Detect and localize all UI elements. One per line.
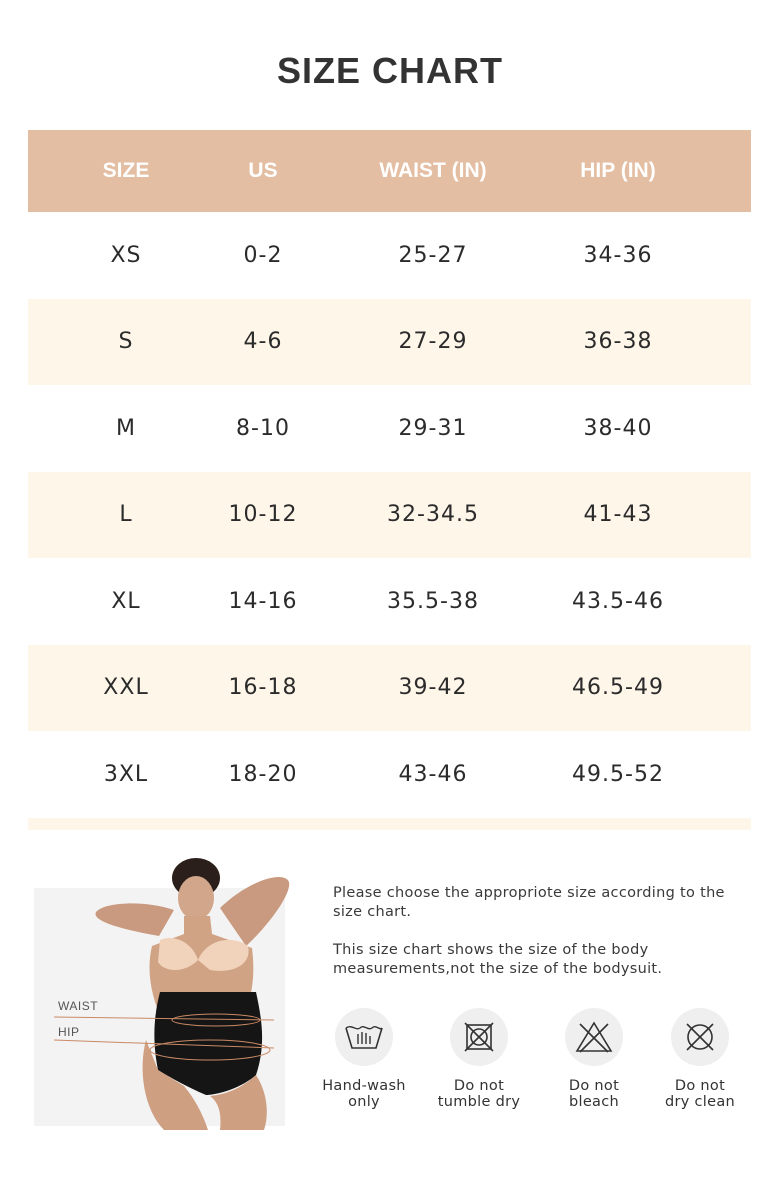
cell-size: L	[119, 502, 133, 528]
care-dryclean-line2: dry clean	[664, 1094, 736, 1110]
table-body	[28, 212, 751, 818]
cell-hip: 34-36	[583, 242, 653, 268]
cell-us: 10-12	[228, 502, 298, 528]
cell-us: 4-6	[243, 329, 283, 355]
cell-hip: 43.5-46	[572, 588, 664, 614]
care-hand-wash-line2: only	[348, 1094, 380, 1110]
note-choose-size: Please choose the appropriote size according to the size chart.	[333, 885, 725, 920]
table-row	[28, 385, 751, 472]
table-row	[28, 299, 751, 386]
no-dry-clean-icon	[671, 1008, 729, 1066]
hand-wash-icon	[335, 1008, 393, 1066]
table-row	[28, 472, 751, 559]
header-waist: WAIST (IN)	[379, 159, 487, 182]
care-dryclean-line1: Do not	[674, 1078, 726, 1094]
cell-us: 8-10	[236, 415, 290, 441]
cell-us: 18-20	[228, 761, 298, 787]
table-header	[28, 130, 751, 212]
care-hand-wash-line1: Hand-wash	[322, 1078, 406, 1094]
cell-size: M	[116, 415, 136, 441]
waist-label: WAIST	[58, 999, 99, 1013]
model-figure-illustration	[34, 850, 304, 1130]
size-table	[28, 130, 751, 830]
care-no-bleach	[539, 1008, 649, 1110]
cell-us: 0-2	[243, 242, 283, 268]
cell-waist: 39-42	[398, 675, 468, 701]
hip-label: HIP	[58, 1025, 80, 1039]
header-us: US	[248, 159, 278, 182]
care-bleach-line1: Do not	[568, 1078, 620, 1094]
header-size: SIZE	[102, 159, 150, 182]
cell-hip: 49.5-52	[572, 761, 664, 787]
care-tumble-line1: Do not	[453, 1078, 505, 1094]
table-row	[28, 645, 751, 732]
cell-waist: 27-29	[398, 329, 468, 355]
page-title: SIZE CHART	[277, 50, 503, 91]
table-footer-strip	[28, 818, 751, 830]
cell-size: S	[118, 329, 134, 355]
header-hip: HIP (IN)	[580, 159, 656, 182]
cell-waist: 29-31	[398, 415, 468, 441]
care-tumble-line2: tumble dry	[437, 1094, 521, 1110]
cell-size: XS	[110, 242, 142, 268]
cell-size: 3XL	[103, 761, 149, 787]
cell-us: 16-18	[228, 675, 298, 701]
cell-us: 14-16	[228, 588, 298, 614]
no-tumble-dry-icon	[450, 1008, 508, 1066]
cell-waist: 25-27	[398, 242, 468, 268]
cell-waist: 35.5-38	[387, 588, 479, 614]
care-hand-wash	[309, 1008, 419, 1110]
cell-waist: 32-34.5	[387, 502, 479, 528]
cell-hip: 36-38	[583, 329, 653, 355]
table-row	[28, 212, 751, 299]
cell-hip: 38-40	[583, 415, 653, 441]
table-row	[28, 558, 751, 645]
cell-hip: 41-43	[583, 502, 653, 528]
cell-waist: 43-46	[398, 761, 468, 787]
table-row	[28, 731, 751, 818]
care-bleach-line2: bleach	[568, 1094, 619, 1110]
care-no-dry-clean	[645, 1008, 755, 1110]
cell-size: XXL	[103, 675, 149, 701]
note-body-measurements: This size chart shows the size of the body measurements,not the size of the bodysuit.	[333, 942, 663, 977]
care-no-tumble-dry	[424, 1008, 534, 1110]
cell-size: XL	[111, 588, 141, 614]
size-notes	[333, 884, 753, 979]
no-bleach-icon	[565, 1008, 623, 1066]
cell-hip: 46.5-49	[572, 675, 664, 701]
